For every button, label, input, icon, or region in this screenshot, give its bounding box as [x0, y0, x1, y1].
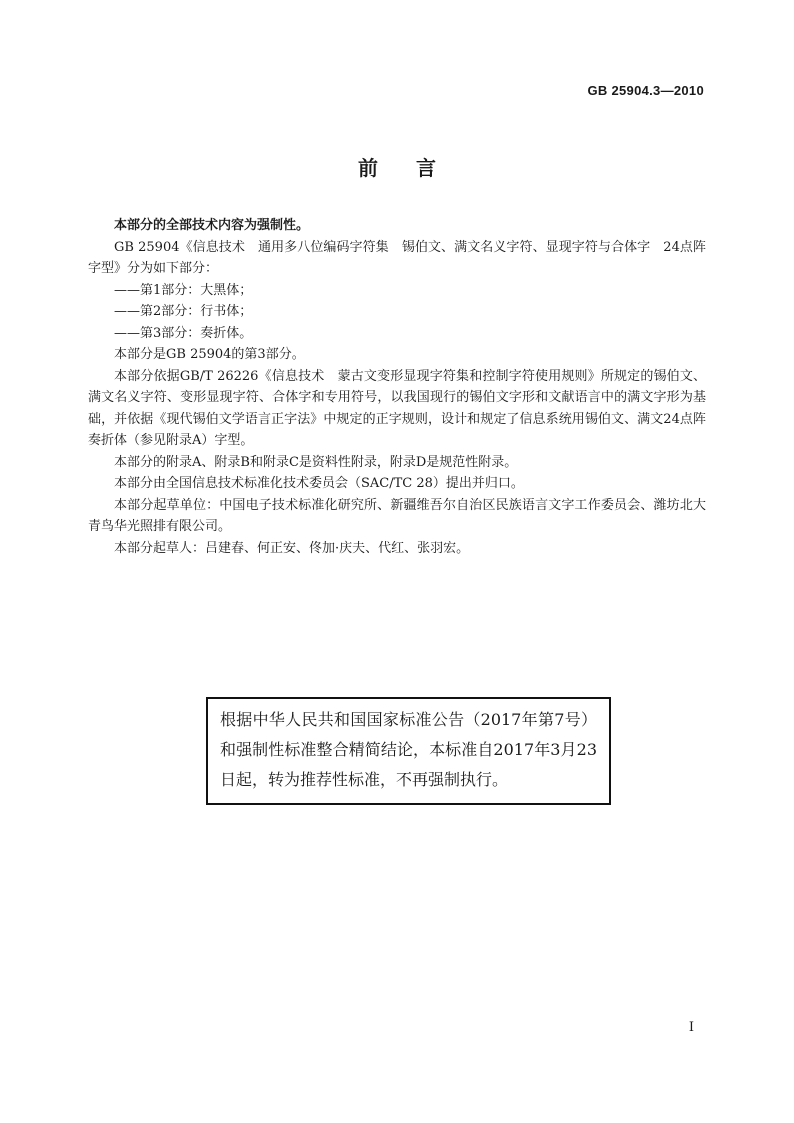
list-item-part-1: ——第1部分：大黑体；	[114, 282, 253, 298]
list-item-part-3: ——第3部分：奏折体。	[114, 325, 253, 341]
standard-code: GB 25904.3—2010	[587, 83, 704, 98]
paragraph-committee: 本部分由全国信息技术标准化技术委员会（SAC/TC 28）提出并归口。	[114, 476, 524, 491]
notice-box: 根据中华人民共和国国家标准公告（2017年第7号）和强制性标准整合精简结论，本标准自2017年3月23日起，转为推荐性标准，不再强制执行。	[206, 697, 611, 805]
paragraph-basis: 本部分依据GB/T 26226《信息技术 蒙古文变形显现字符集和控制字符使用规则》所规定的锡伯文、满文名义字符、变形显现字符、合体字和专用符号，以我国现行的锡伯文字形和文献语言中的满文字形为基础，并依据《现代锡伯文学语言正字法》中规定的正字规则，设计和规定了信息系统用锡伯文、满文24点阵奏折体（参见附录A）字型。	[88, 368, 706, 448]
paragraph-annexes: 本部分的附录A、附录B和附录C是资料性附录，附录D是规范性附录。	[114, 454, 518, 470]
paragraph-drafting-units: 本部分起草单位：中国电子技术标准化研究所、新疆维吾尔自治区民族语言文字工作委员会、潍坊北大青鸟华光照排有限公司。	[88, 497, 706, 534]
paragraph-parts-intro: GB 25904《信息技术 通用多八位编码字符集 锡伯文、满文名义字符、显现字符与合体字 24点阵字型》分为如下部分：	[88, 239, 706, 276]
list-item-part-2: ——第2部分：行书体；	[114, 304, 253, 319]
foreword-content	[88, 215, 706, 559]
paragraph-mandatory-note: 本部分的全部技术内容为强制性。	[114, 218, 310, 233]
paragraph-drafters: 本部分起草人：吕建春、何正安、佟加·庆夫、代红、张羽宏。	[114, 540, 470, 556]
page-number: I	[688, 1020, 694, 1035]
paragraph-part-statement: 本部分是GB 25904的第3部分。	[114, 347, 305, 362]
page-title: 前言	[358, 156, 474, 180]
